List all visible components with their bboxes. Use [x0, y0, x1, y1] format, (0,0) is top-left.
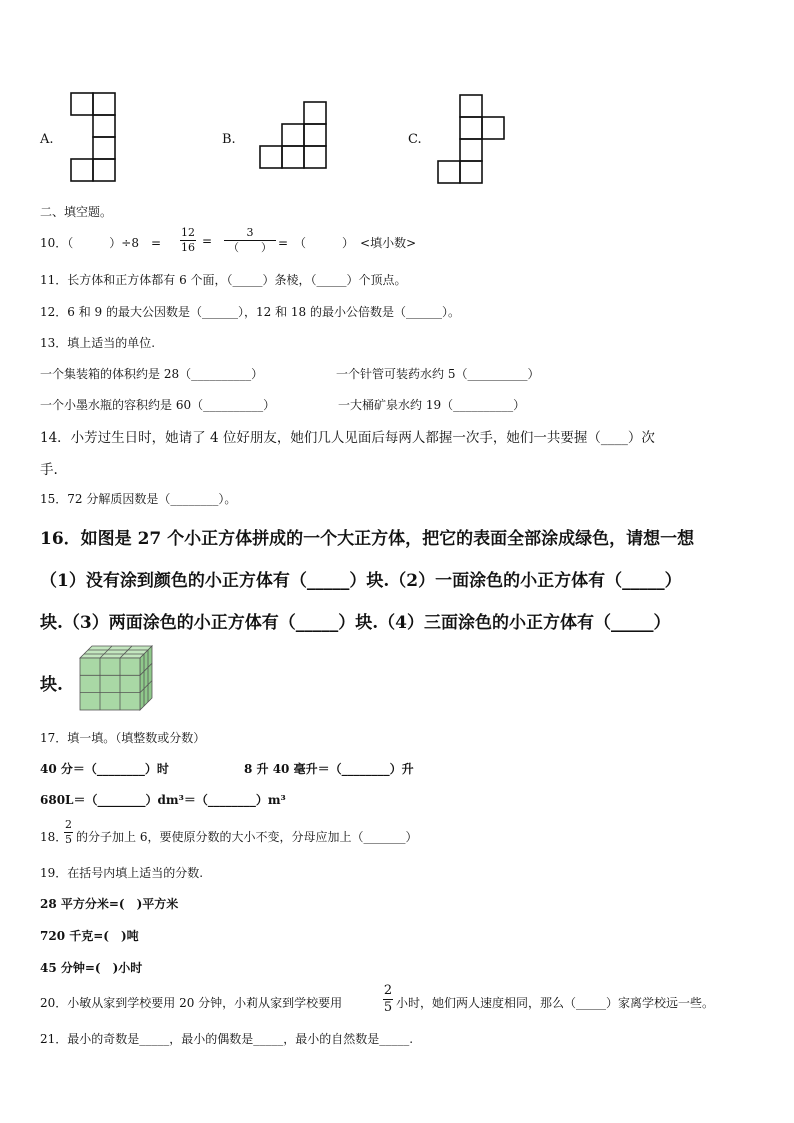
q13-title: 13．填上适当的单位.	[40, 336, 156, 350]
option-a-label: A.	[40, 132, 54, 147]
option-b-figure	[259, 101, 327, 171]
option-c-figure	[437, 94, 505, 186]
q17-item-a: 40 分＝（________）时	[40, 762, 169, 776]
q13-item-a: 一个集装箱的体积约是 28（__________）	[40, 367, 264, 381]
q10-suffix: = （ ） <填小数>	[278, 236, 417, 250]
q17-item-b: 8 升 40 毫升＝（________）升	[244, 762, 414, 776]
q11-text: 11．长方体和正方体都有 6 个面，（_____）条棱，（_____）个顶点。	[40, 273, 407, 287]
q13-item-b: 一个针管可装药水约 5（__________）	[336, 367, 540, 381]
q19-item-c: 45 分钟=( )小时	[40, 961, 143, 975]
option-a-figure	[70, 92, 116, 184]
q20-after: 小时，她们两人速度相同，那么（_____）家离学校远一些。	[396, 996, 715, 1010]
q10-equals: =	[202, 234, 213, 248]
option-c-label: C.	[408, 132, 422, 147]
q17-item-c: 680L＝（________）dm³＝（________）m³	[40, 793, 286, 807]
q16-line-1: 16．如图是 27 个小正方体拼成的一个大正方体，把它的表面全部涂成绿色，请想一想	[40, 529, 695, 549]
cube-illustration	[80, 646, 154, 712]
q18-fraction: 2 5	[65, 818, 72, 846]
q10-prefix: 10．（ ）÷8 =	[40, 236, 162, 250]
q12-text: 12．6 和 9 的最大公因数是（______），12 和 18 的最小公倍数是（______）。	[40, 305, 460, 319]
q19-title: 19．在括号内填上适当的分数.	[40, 866, 204, 880]
q20-before: 20．小敏从家到学校要用 20 分钟，小莉从家到学校要用	[40, 996, 343, 1010]
q19-item-a: 28 平方分米=( )平方米	[40, 897, 179, 911]
q10-fraction-2: 3 （ ）	[224, 227, 276, 254]
q19-item-b: 720 千克=( )吨	[40, 929, 139, 943]
q20-fraction: 2 5	[383, 983, 393, 1015]
q15-text: 15．72 分解质因数是（________）。	[40, 492, 237, 506]
q21-text: 21．最小的奇数是_____，最小的偶数是_____，最小的自然数是_____.	[40, 1032, 414, 1046]
q16-line-3: 块.（3）两面涂色的小正方体有（_____）块.（4）三面涂色的小正方体有（_____）	[40, 613, 671, 633]
section-title: 二、填空题。	[40, 205, 113, 219]
q10-fraction-1: 12 16	[181, 226, 195, 254]
q13-item-d: 一大桶矿泉水约 19（__________）	[338, 398, 526, 412]
q16-line-4: 块.	[40, 675, 63, 695]
q14-line-1: 14．小芳过生日时，她请了 4 位好朋友，她们几人见面后每两人都握一次手，她们一共要握（____）次	[40, 430, 655, 446]
q18-prefix: 18．	[40, 830, 68, 844]
q16-line-2: （1）没有涂到颜色的小正方体有（_____）块.（2）一面涂色的小正方体有（_____）	[40, 571, 682, 591]
q17-title: 17．填一填。（填整数或分数）	[40, 731, 206, 745]
q14-line-2: 手.	[40, 462, 58, 478]
option-b-label: B.	[222, 132, 236, 147]
q13-item-c: 一个小墨水瓶的容积约是 60（__________）	[40, 398, 276, 412]
q18-text: 的分子加上 6，要使原分数的大小不变，分母应加上（_______）	[76, 830, 418, 844]
